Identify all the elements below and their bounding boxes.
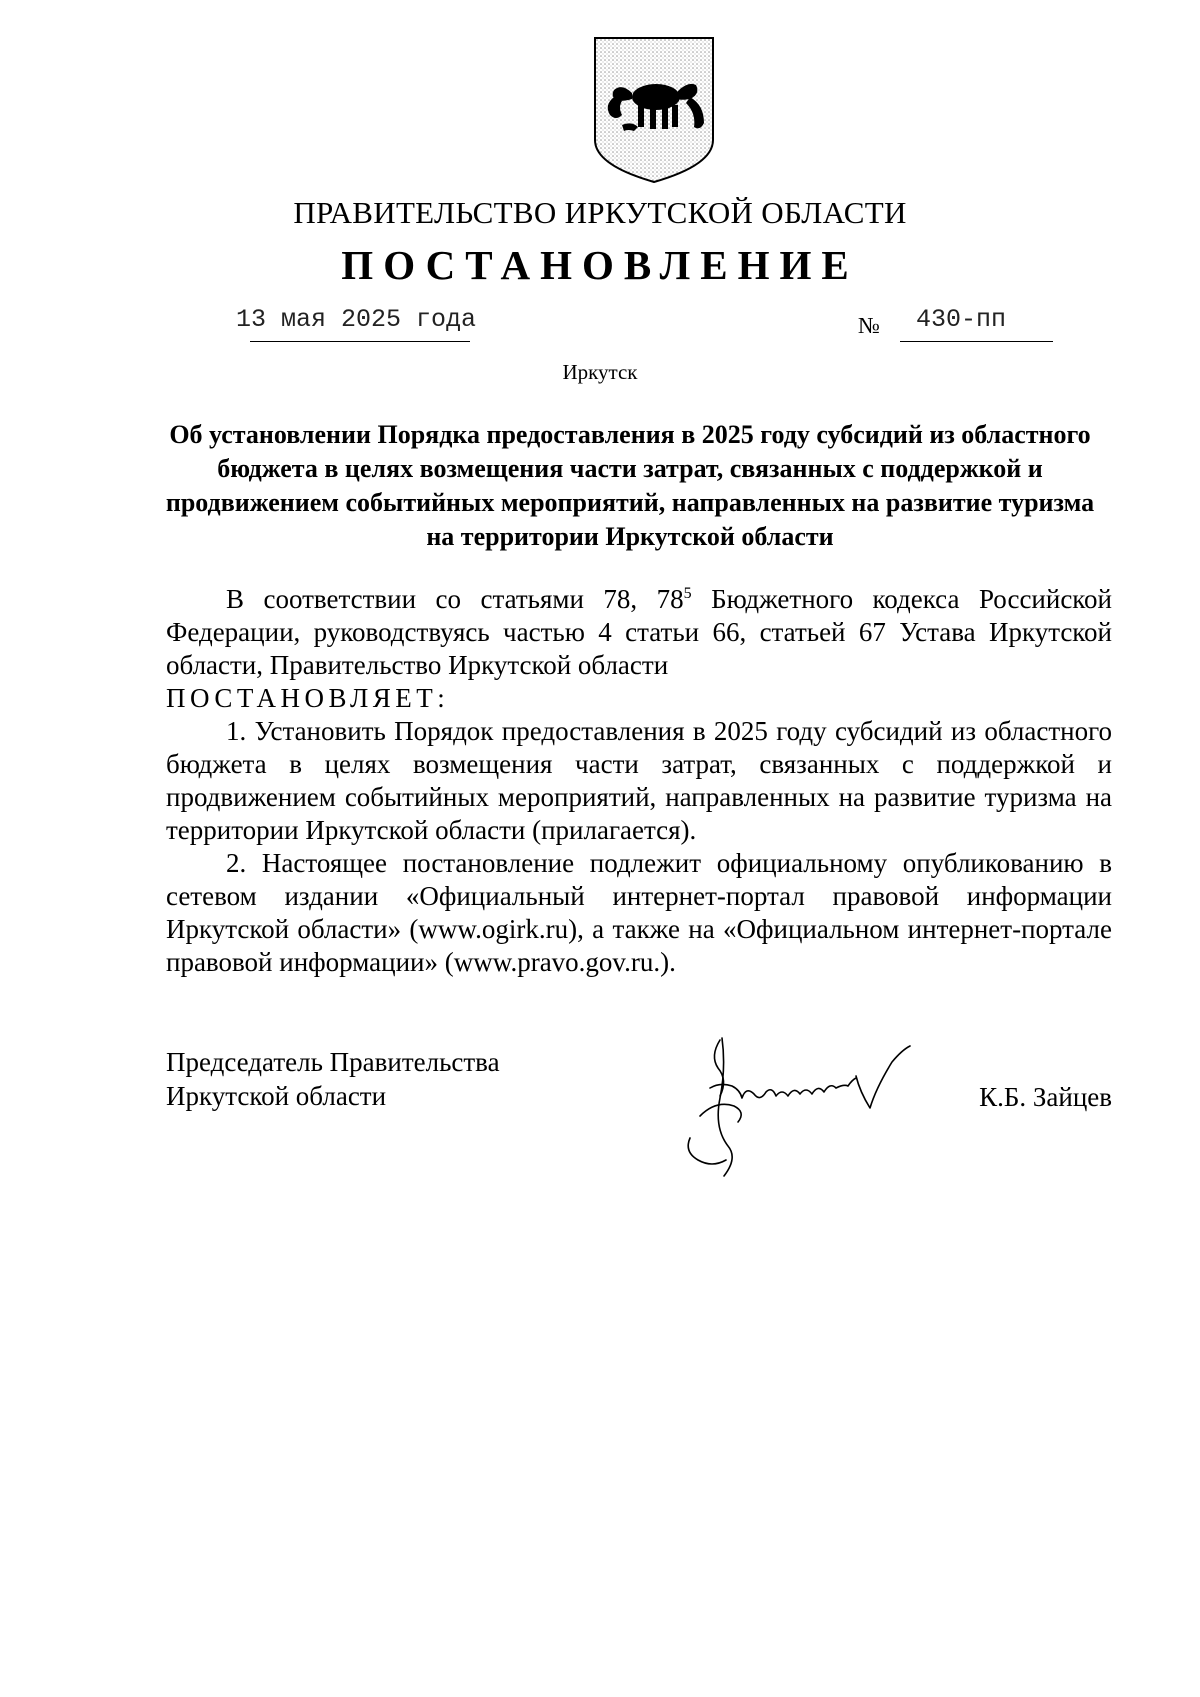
date-underline [250,341,470,342]
number-sign: № [858,313,880,338]
preamble-paragraph [166,583,1112,682]
document-title: Об установлении Порядка предоставления в 2025 году субсидий из областного бюджета в целях возмещения части затрат, связанных с поддержкой и продвижением событийных мероприятий, направленных на развитие туризма на территории Иркутской области [165,420,1095,551]
decree-item-1: 1. Установить Порядок предоставления в 2025 году субсидий из областного бюджета в целях возмещения части затрат, связанных с поддержкой и продвижением событийных мероприятий, направленных на развитие туризма на территории Иркутской области (прилагается). [166,716,1112,845]
signatory-position-line-1: Председатель Правительства [166,1047,500,1077]
document-number: 430-пп [916,305,1007,334]
document-type: ПОСТАНОВЛЕНИЕ [341,242,859,288]
city: Иркутск [562,360,638,384]
document-body [166,583,1112,979]
preamble-start: В соответствии со статьями 78, 78 [226,584,684,614]
organization-name: ПРАВИТЕЛЬСТВО ИРКУТСКОЙ ОБЛАСТИ [293,195,907,230]
document-number-field [858,305,1053,345]
document-date: 13 мая 2025 года [236,305,477,334]
signatory-position [166,1045,500,1113]
decree-item-2: 2. Настоящее постановление подлежит официальному опубликованию в сетевом издании «Официальный интернет-портал правовой информации Иркутской области» (www.ogirk.ru), а также на «Официальном интернет-портале правовой информации» (www.pravo.gov.ru.). [166,848,1112,977]
signatory-position-line-2: Иркутской области [166,1081,387,1111]
preamble-superscript: 5 [683,585,692,602]
coat-of-arms-icon [592,35,716,185]
handwritten-signature-icon [680,1028,960,1178]
signatory-name: К.Б. Зайцев [979,1082,1112,1112]
document-date-field [236,305,477,345]
number-underline [900,341,1053,342]
decree-word: ПОСТАНОВЛЯЕТ: [166,683,450,713]
preamble-end: Бюджетного кодекса Российской Федерации, руководствуясь частью 4 статьи 66, статьей 67 Устава Иркутской области, Правительство Иркутской области [166,584,1112,680]
